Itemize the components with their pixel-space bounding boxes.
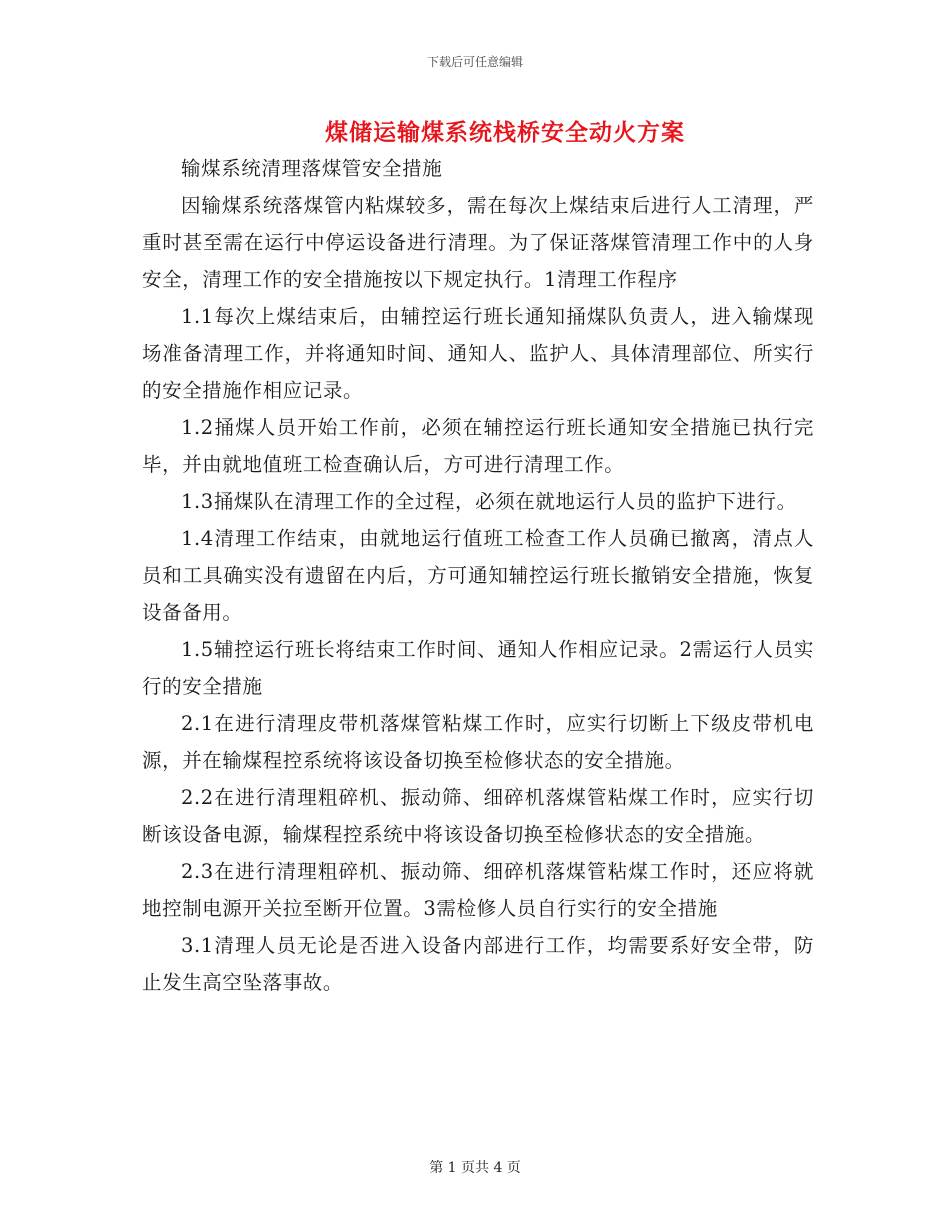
paragraph-intro: 因输煤系统落煤管内粘煤较多，需在每次上煤结束后进行人工清理，严重时甚至需在运行中停运设备进行清理。为了保证落煤管清理工作中的人身安全，清理工作的安全措施按以下规定执行。1清理工作程序	[142, 194, 814, 291]
paragraph-1-4: 1.4清理工作结束，由就地运行值班工检查工作人员确已撤离，清点人员和工具确实没有遗留在内后，方可通知辅控运行班长撤销安全措施，恢复设备备用。	[142, 527, 814, 624]
paragraph-1-2: 1.2捅煤人员开始工作前，必须在辅控运行班长通知安全措施已执行完毕，并由就地值班工检查确认后，方可进行清理工作。	[142, 416, 814, 476]
document-body	[142, 150, 814, 1001]
paragraph-1-3: 1.3捅煤队在清理工作的全过程，必须在就地运行人员的监护下进行。	[181, 490, 797, 513]
paragraph-2-1: 2.1在进行清理皮带机落煤管粘煤工作时，应实行切断上下级皮带机电源，并在输煤程控系统将该设备切换至检修状态的安全措施。	[142, 712, 814, 772]
page-footer: 第 1 页共 4 页	[429, 1160, 521, 1176]
document-title: 煤储运输煤系统栈桥安全动火方案	[325, 119, 685, 146]
paragraph-section-heading: 输煤系统清理落煤管安全措施	[181, 157, 443, 180]
paragraph-1-5: 1.5辅控运行班长将结束工作时间、通知人作相应记录。2需运行人员实行的安全措施	[142, 638, 814, 698]
paragraph-3-1: 3.1清理人员无论是否进入设备内部进行工作，均需要系好安全带，防止发生高空坠落事故。	[142, 934, 814, 994]
paragraph-1-1: 1.1每次上煤结束后，由辅控运行班长通知捅煤队负责人，进入输煤现场准备清理工作，并将通知时间、通知人、监护人、具体清理部位、所实行的安全措施作相应记录。	[142, 305, 814, 402]
paragraph-2-2: 2.2在进行清理粗碎机、振动筛、细碎机落煤管粘煤工作时，应实行切断该设备电源，输煤程控系统中将该设备切换至检修状态的安全措施。	[142, 786, 814, 846]
paragraph-2-3: 2.3在进行清理粗碎机、振动筛、细碎机落煤管粘煤工作时，还应将就地控制电源开关拉至断开位置。3需检修人员自行实行的安全措施	[142, 860, 814, 920]
page-header: 下载后可任意编辑	[426, 55, 523, 69]
